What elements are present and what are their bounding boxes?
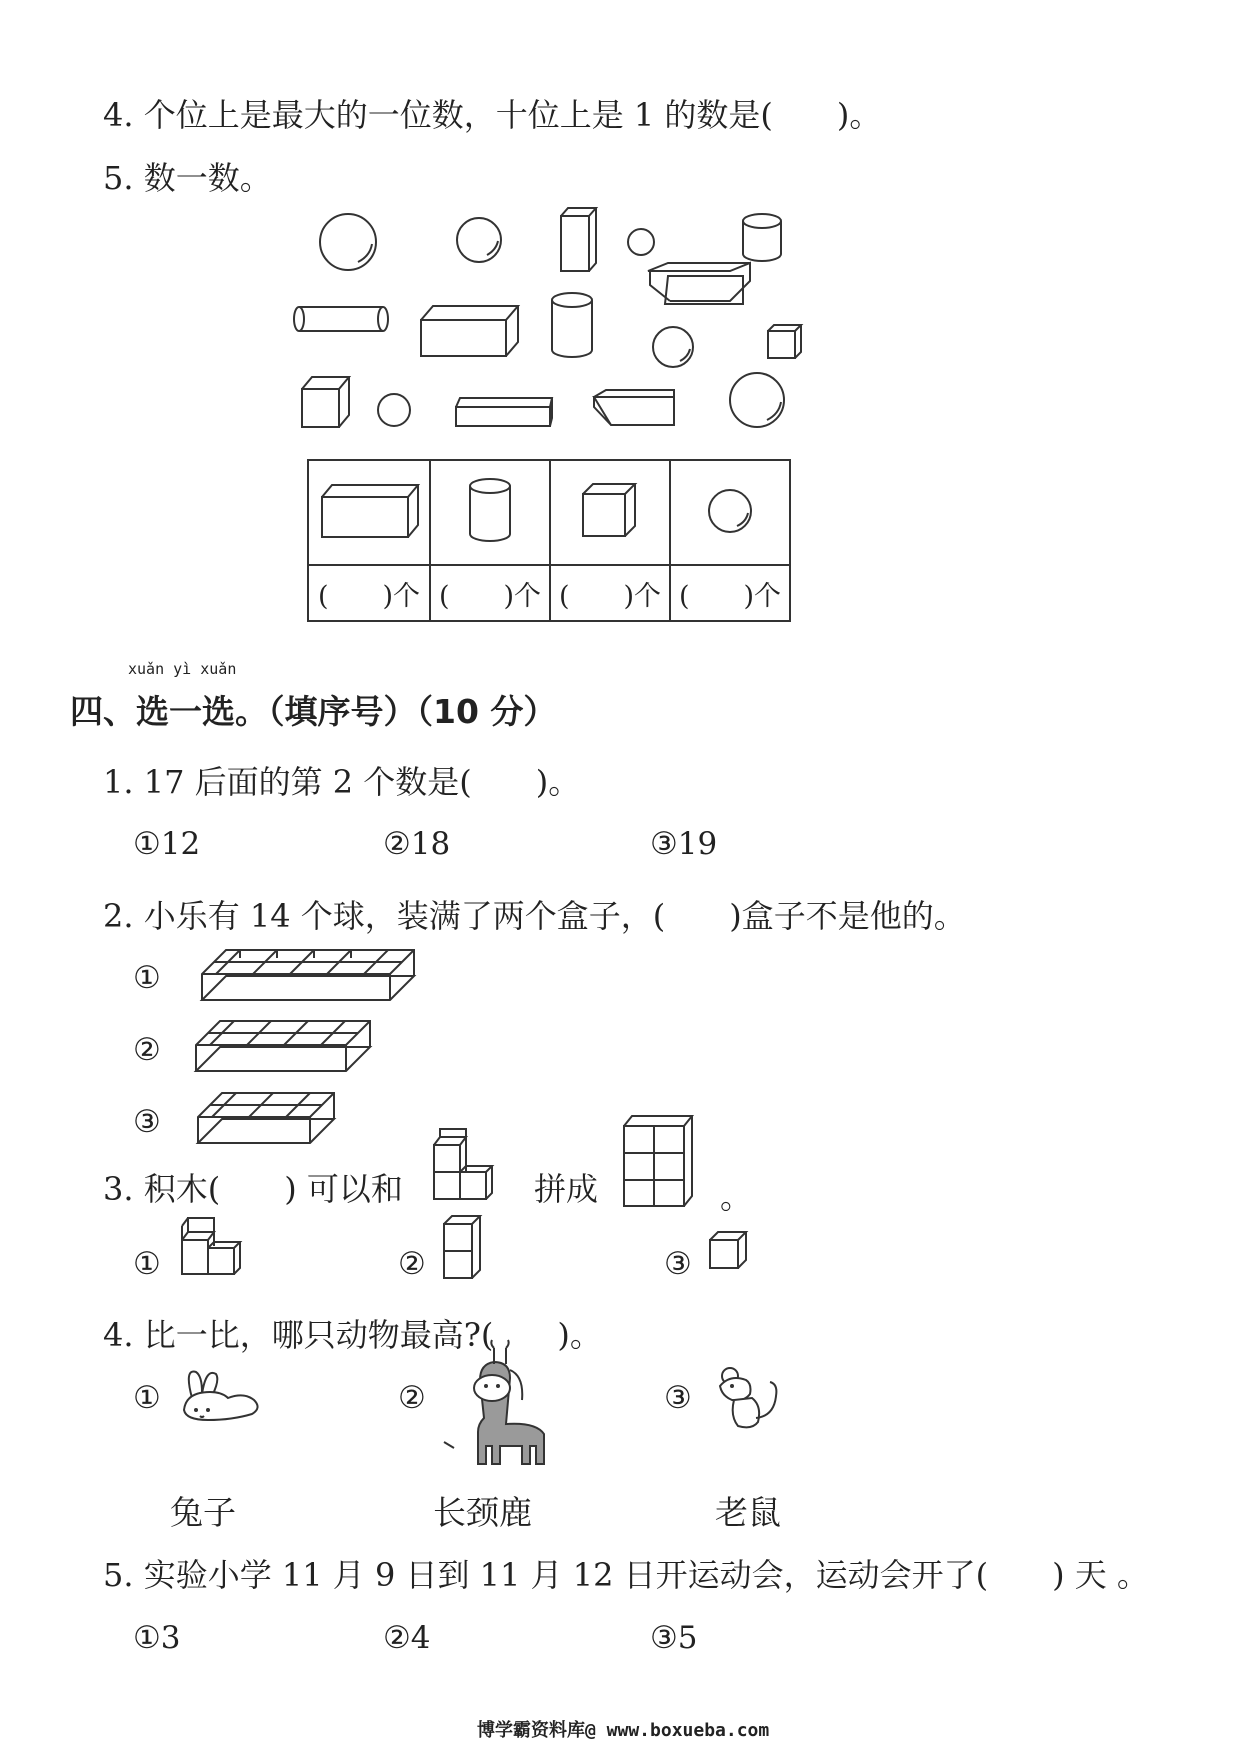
question-4-4: 4. 比一比，哪只动物最高?( )。 [103,1316,602,1354]
q2-option-1[interactable]: ① [133,960,161,996]
q1-option-2[interactable]: ②18 [383,826,451,862]
question-4-5: 5. 实验小学 11 月 9 日到 11 月 12 日开运动会，运动会开了( ) 天 。 [103,1556,1149,1594]
answer-cell-cuboid[interactable]: ( )个 [308,565,430,621]
cuboid-icon [648,263,750,304]
cube-icon [768,325,801,358]
q1-option-1[interactable]: ①12 [133,826,201,862]
animal-label-mouse: 老鼠 [715,1493,781,1532]
six-slot-box-icon [196,1083,346,1149]
answer-cell-cube[interactable]: ( )个 [550,565,670,621]
sphere-icon [628,229,654,255]
two-block-tower-icon [440,1212,486,1282]
cuboid-icon [594,390,674,425]
q4-option-2[interactable]: ② [398,1380,426,1416]
cube-icon [577,480,643,542]
animal-label-rabbit: 兔子 [170,1493,236,1532]
q4-option-1[interactable]: ① [133,1380,161,1416]
sphere-icon [653,327,693,367]
question-4-3-part-b: 拼成 [534,1170,599,1208]
q3-option-3[interactable]: ③ [664,1246,692,1282]
l-shaped-blocks-icon [178,1212,244,1278]
answer-cell-cylinder[interactable]: ( )个 [430,565,550,621]
cylinder-icon [743,214,781,261]
shapes-scatter-figure [0,0,1240,460]
cylinder-icon [460,476,520,546]
q3-option-1[interactable]: ① [133,1246,161,1282]
q2-option-2[interactable]: ② [133,1032,161,1068]
cylinder-cell [430,460,550,565]
question-4-2: 2. 小乐有 14 个球，装满了两个盒子，( )盒子不是他的。 [103,897,966,935]
single-block-icon [706,1228,752,1272]
cuboid-icon [456,398,552,426]
q4-option-3[interactable]: ③ [664,1380,692,1416]
section-4-heading: 四、选一选。（填序号）（10 分） [70,692,557,731]
sphere-icon [320,214,376,270]
question-4-1: 1. 17 后面的第 2 个数是( )。 [103,763,581,801]
cuboid-icon [421,306,518,356]
answer-cell-sphere[interactable]: ( )个 [670,565,790,621]
cuboid-cell [308,460,430,565]
sphere-icon [378,394,410,426]
sphere-icon [730,373,784,427]
giraffe-icon [440,1340,550,1470]
q1-option-3[interactable]: ③19 [650,826,718,862]
q5-option-3[interactable]: ③5 [650,1620,698,1656]
l-shaped-blocks-icon [430,1117,500,1201]
q2-option-3[interactable]: ③ [133,1104,161,1140]
footer-watermark: 博学霸资料库@ www.boxueba.com [477,1720,770,1741]
target-block-stack-icon [620,1110,700,1210]
cuboid-icon [561,208,596,271]
sphere-icon [702,483,758,539]
cylinder-icon [294,307,388,331]
cube-icon [302,377,349,427]
q3-option-2[interactable]: ② [398,1246,426,1282]
ten-slot-box-icon [200,940,420,1006]
mouse-icon [712,1364,784,1434]
cuboid-icon [314,479,424,543]
cube-cell [550,460,670,565]
question-4-3-part-c: 。 [720,1178,753,1216]
question-3-5: 5. 数一数。 [103,159,272,197]
section-pinyin: xuǎn yì xuǎn [128,660,237,678]
sphere-cell [670,460,790,565]
counting-table [307,459,791,622]
animal-label-giraffe: 长颈鹿 [433,1493,532,1532]
q5-option-1[interactable]: ①3 [133,1620,181,1656]
eight-slot-box-icon [194,1011,384,1077]
cylinder-icon [552,293,592,357]
sphere-icon [457,218,501,262]
question-3-4: 4. 个位上是最大的一位数，十位上是 1 的数是( )。 [103,96,882,134]
question-4-3-part-a: 3. 积木( ) 可以和 [103,1170,403,1208]
rabbit-icon [178,1364,264,1426]
q5-option-2[interactable]: ②4 [383,1620,431,1656]
